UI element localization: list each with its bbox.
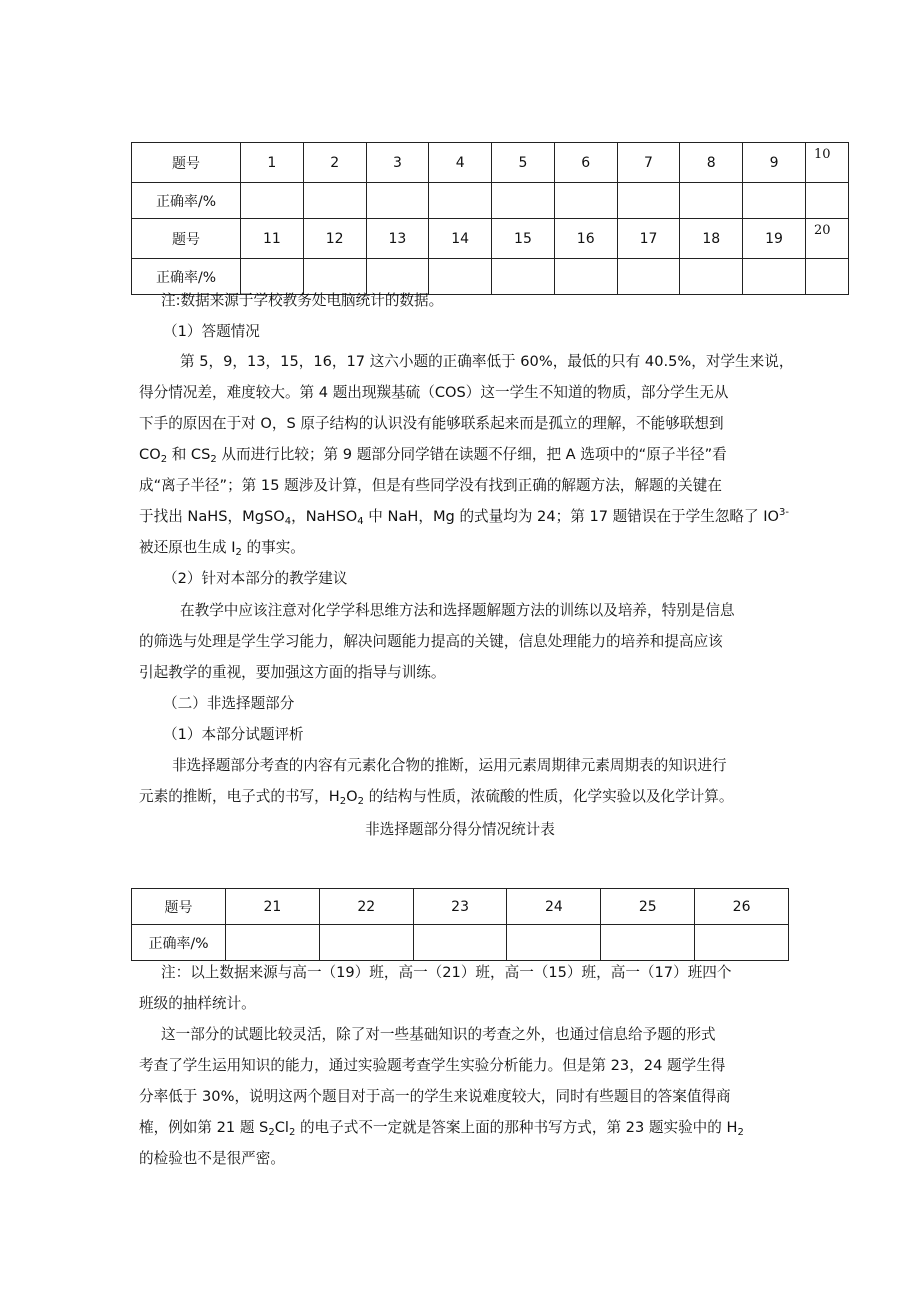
question-number-cell: 15 <box>492 219 555 259</box>
paragraph-line: 榷，例如第 21 题 $S_2Cl_2$ 的电子式不一定就是答案上面的那种书写方式，第 23 题实验中的 $H_2$ <box>139 1119 744 1138</box>
rate-label-cell: 正确率/% <box>132 259 241 295</box>
table2-note: 班级的抽样统计。 <box>139 995 256 1012</box>
question-number-cell: 6 <box>554 143 617 183</box>
rate-cell <box>226 925 320 961</box>
rate-cell <box>743 183 806 219</box>
header-label-cell: 题号 <box>132 889 226 925</box>
rate-cell <box>617 259 680 295</box>
header-label-cell: 题号 <box>132 143 241 183</box>
rate-label-cell: 正确率/% <box>132 925 226 961</box>
rate-label-cell: 正确率/% <box>132 183 241 219</box>
rate-cell <box>303 183 366 219</box>
question-number-cell: 9 <box>743 143 806 183</box>
rate-cell <box>319 925 413 961</box>
question-number-cell: 4 <box>429 143 492 183</box>
table-row <box>132 259 849 295</box>
table-row <box>132 143 849 183</box>
section-heading: （2）针对本部分的教学建议 <box>163 570 348 587</box>
question-number-cell: 5 <box>492 143 555 183</box>
paragraph-line: 元素的推断，电子式的书写，$H_2O_2$ 的结构与性质，浓硫酸的性质，化学实验以及化学计算。 <box>139 788 734 807</box>
rate-cell <box>695 925 789 961</box>
question-number-cell: 21 <box>226 889 320 925</box>
rate-cell <box>680 259 743 295</box>
paragraph-line: 的检验也不是很严密。 <box>139 1150 285 1167</box>
table-row <box>132 925 789 961</box>
table2-note: 注：以上数据来源与高一（19）班，高一（21）班，高一（15）班，高一（17）班四个 <box>161 964 732 981</box>
paragraph-line: 下手的原因在于对 O，S 原子结构的认识没有能够联系起来而是孤立的理解，不能够联想到 <box>139 415 724 432</box>
rate-cell <box>806 183 849 219</box>
rate-cell <box>366 183 429 219</box>
question-number-cell: 18 <box>680 219 743 259</box>
rate-cell <box>743 259 806 295</box>
question-number-cell: 1 <box>241 143 304 183</box>
paragraph-line: 引起教学的重视，要加强这方面的指导与训练。 <box>139 664 446 681</box>
question-number-cell: 24 <box>507 889 601 925</box>
rate-cell <box>554 259 617 295</box>
section-heading: （二）非选择题部分 <box>163 695 295 712</box>
question-number-cell: 13 <box>366 219 429 259</box>
rate-cell <box>492 259 555 295</box>
question-number-cell: 7 <box>617 143 680 183</box>
rate-cell <box>241 259 304 295</box>
choice-question-rate-table <box>131 142 849 295</box>
rate-cell <box>806 259 849 295</box>
question-number-cell: 16 <box>554 219 617 259</box>
paragraph-line: 在教学中应该注意对化学学科思维方法和选择题解题方法的训练以及培养，特别是信息 <box>180 602 735 619</box>
rate-cell <box>507 925 601 961</box>
table-row <box>132 183 849 219</box>
rate-cell <box>241 183 304 219</box>
paragraph-line: 分率低于 30%，说明这两个题目对于高一的学生来说难度较大，同时有些题目的答案值得商 <box>139 1088 731 1105</box>
question-number-cell: 14 <box>429 219 492 259</box>
question-number-cell: 3 <box>366 143 429 183</box>
rate-cell <box>601 925 695 961</box>
paragraph-line: 得分情况差，难度较大。第 4 题出现羰基硫（COS）这一学生不知道的物质，部分学生无从 <box>139 384 729 401</box>
paragraph-line: 的筛选与处理是学生学习能力，解决问题能力提高的关键，信息处理能力的培养和提高应该 <box>139 633 723 650</box>
non-choice-rate-table <box>131 888 789 961</box>
rate-cell <box>366 259 429 295</box>
rate-cell <box>413 925 507 961</box>
paragraph-line: 非选择题部分考查的内容有元素化合物的推断，运用元素周期律元素周期表的知识进行 <box>172 757 727 774</box>
question-number-cell: 26 <box>695 889 789 925</box>
question-number-cell: 12 <box>303 219 366 259</box>
rate-cell <box>680 183 743 219</box>
paragraph-line: 这一部分的试题比较灵活，除了对一些基础知识的考查之外，也通过信息给予题的形式 <box>161 1026 716 1043</box>
rate-cell <box>303 259 366 295</box>
paragraph-line: 成“离子半径”；第 15 题涉及计算，但是有些同学没有找到正确的解题方法，解题的关键在 <box>139 477 722 494</box>
question-number-cell: 19 <box>743 219 806 259</box>
question-number-cell: 17 <box>617 219 680 259</box>
rate-cell <box>554 183 617 219</box>
table2-title: 非选择题部分得分情况统计表 <box>365 821 555 838</box>
paragraph-line: 考查了学生运用知识的能力，通过实验题考查学生实验分析能力。但是第 23，24 题学生得 <box>139 1057 726 1074</box>
section-heading: （1）答题情况 <box>163 323 260 340</box>
paragraph-line: $CO_2$ 和 $CS_2$ 从而进行比较；第 9 题部分同学错在读题不仔细，把 A 选项中的“原子半径”看 <box>139 446 727 465</box>
table1-note: 注:数据来源于学校教务处电脑统计的数据。 <box>161 292 444 309</box>
question-number-cell: 20 <box>806 219 849 259</box>
question-number-cell: 8 <box>680 143 743 183</box>
table-row <box>132 219 849 259</box>
rate-cell <box>492 183 555 219</box>
rate-cell <box>429 259 492 295</box>
paragraph-line: 第 5，9，13，15，16，17 这六小题的正确率低于 60%，最低的只有 40.5%，对学生来说， <box>180 353 794 370</box>
question-number-cell: 22 <box>319 889 413 925</box>
section-heading: （1）本部分试题评析 <box>163 726 304 743</box>
question-number-cell: 10 <box>806 143 849 183</box>
question-number-cell: 25 <box>601 889 695 925</box>
rate-cell <box>617 183 680 219</box>
paragraph-line: 被还原也生成 $I_2$ 的事实。 <box>139 539 305 558</box>
rate-cell <box>429 183 492 219</box>
question-number-cell: 23 <box>413 889 507 925</box>
paragraph-line: 于找出 NaHS，MgSO$_4$，NaHSO$_4$ 中 NaH，Mg 的式量均为 24；第 17 题错误在于学生忽略了 $IO^{3-}$ <box>139 507 790 527</box>
header-label-cell: 题号 <box>132 219 241 259</box>
question-number-cell: 11 <box>241 219 304 259</box>
question-number-cell: 2 <box>303 143 366 183</box>
table-row <box>132 889 789 925</box>
